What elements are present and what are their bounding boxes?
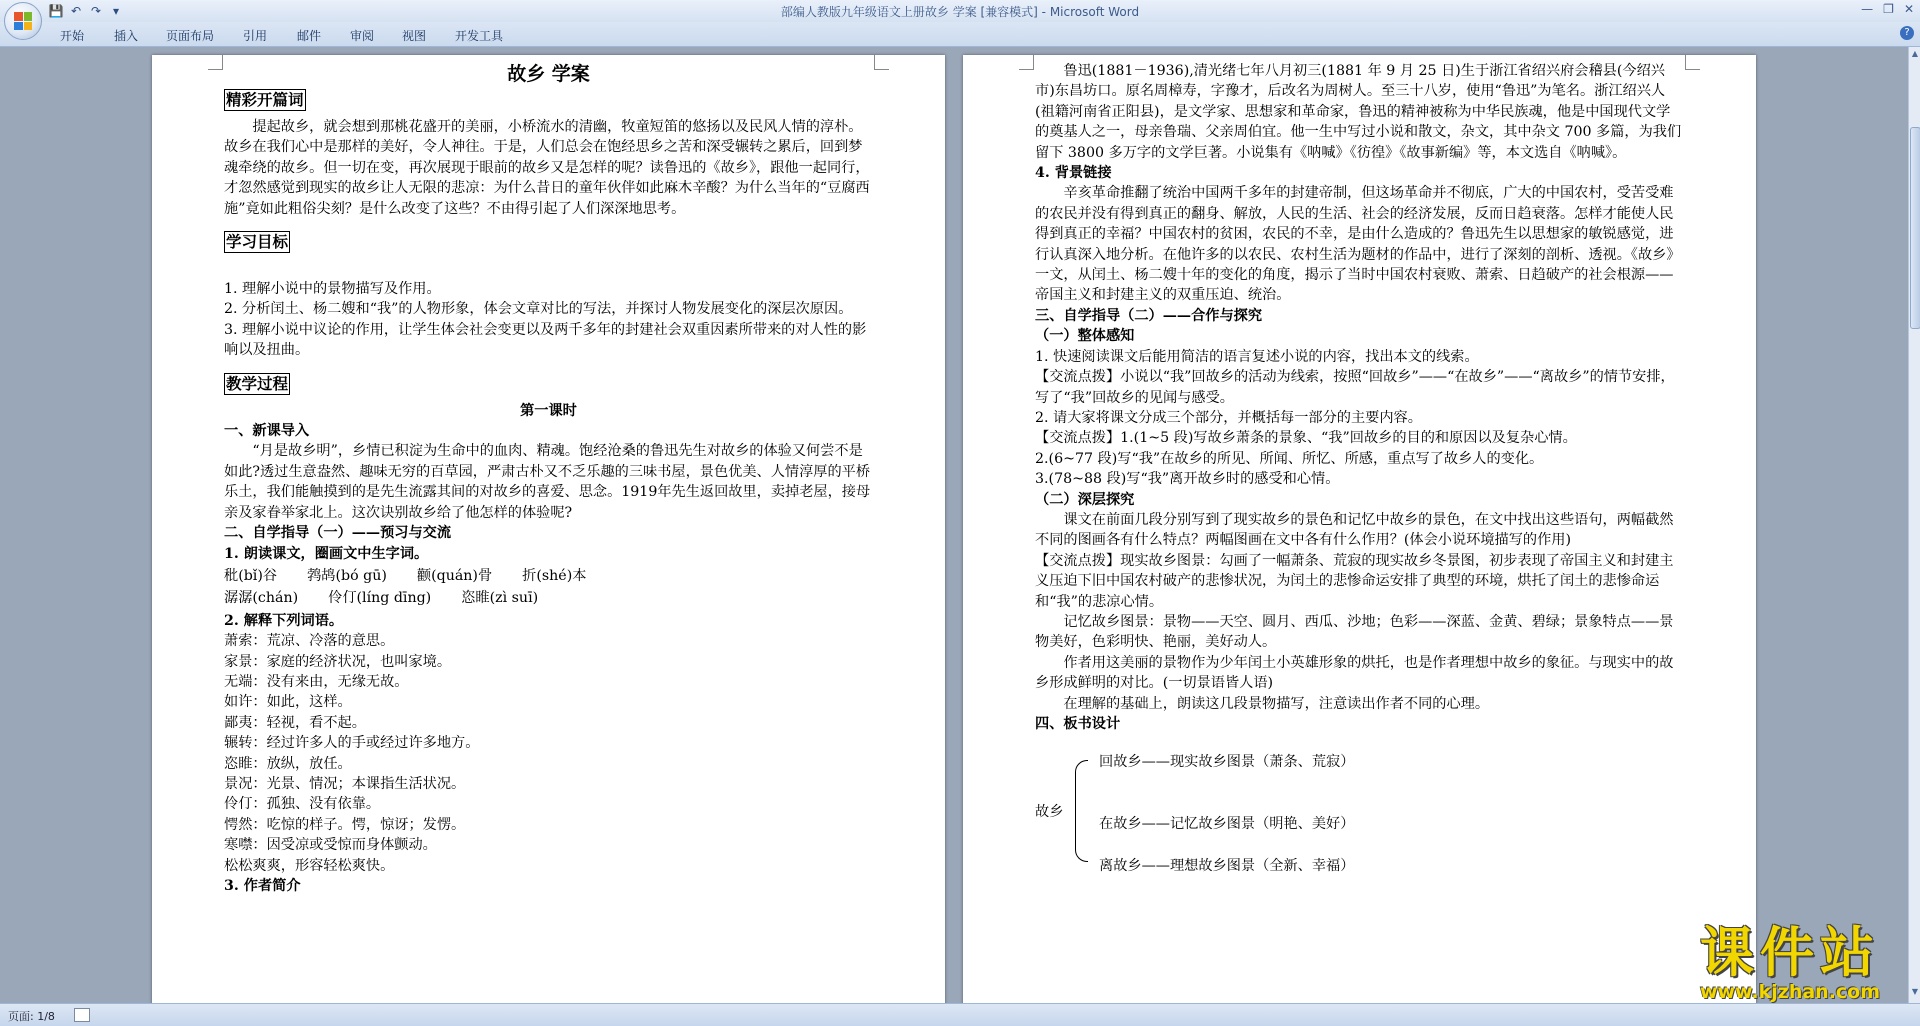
watermark-text: 课件站 bbox=[1700, 921, 1880, 984]
memory-paragraph: 记忆故乡图景：景物——天空、圆月、西瓜、沙地；色彩——深蓝、金黄、碧绿；景象特点——景物美好，色彩明快、艳丽，美好动人。 bbox=[1035, 613, 1674, 651]
office-button[interactable] bbox=[4, 2, 42, 40]
subsection-heading: （一）整体感知 bbox=[1035, 328, 1135, 345]
document-area bbox=[0, 47, 1908, 1003]
answer-item: 【交流点拨】小说以“我”回故乡的活动为线索，按照“回故乡”——“在故乡”——“离故乡”的情节安排，写了“我”回故乡的见闻与感受。 bbox=[1035, 369, 1675, 406]
board-branch: 离故乡——理想故乡图景（全新、幸福） bbox=[1099, 858, 1355, 875]
maximize-button[interactable]: ❐ bbox=[1883, 2, 1894, 16]
tab-references[interactable]: 引用 bbox=[243, 29, 268, 43]
tab-mailings[interactable]: 邮件 bbox=[297, 29, 322, 43]
answer-item: 【交流点拨】1.(1~5 段)写故乡萧条的景象、“我”回故乡的目的和原因以及复杂心情。 bbox=[1035, 430, 1577, 447]
vocab-item: 折(shé)本 bbox=[522, 567, 587, 584]
word-definition: 愕然：吃惊的样子。愕，惊讶；发愣。 bbox=[224, 816, 466, 833]
save-icon[interactable]: 💾 bbox=[48, 4, 64, 18]
empty-paragraph bbox=[224, 259, 873, 279]
close-button[interactable]: ✕ bbox=[1903, 2, 1914, 16]
subsection-heading: 4. 背景链接 bbox=[1035, 165, 1112, 182]
section-heading: 二、自学指导（一）——预习与交流 bbox=[224, 525, 452, 542]
vertical-scrollbar[interactable] bbox=[1908, 47, 1920, 1003]
word-definition: 恣睢：放纵，放任。 bbox=[224, 755, 352, 772]
scrollbar-thumb[interactable] bbox=[1910, 127, 1920, 329]
word-definition: 无端：没有来由，无缘无故。 bbox=[224, 673, 409, 690]
title-bar bbox=[0, 0, 1920, 22]
window-title: 部编人教版九年级语文上册故乡 学案 [兼容模式] - Microsoft Word bbox=[780, 5, 1140, 19]
heading-process: 教学过程 bbox=[226, 373, 289, 393]
goal-item: 2. 分析闰土、杨二嫂和“我”的人物形象，体会文章对比的写法，并探讨人物发展变化的深层次原因。 bbox=[224, 301, 853, 318]
subsection-heading: 3. 作者简介 bbox=[224, 878, 301, 894]
tab-home[interactable]: 开始 bbox=[60, 29, 85, 43]
background-paragraph: 辛亥革命推翻了统治中国两千多年的封建帝制，但这场革命并不彻底，广大的中国农村，受苦受难的农民并没有得到真正的翻身、解放，人民的生活、社会的经济发展，反而日趋衰落。怎样才能使人民得到真正的幸福？中国农村的贫困，农民的不幸，是由什么造成的？鲁迅先生以思想家的敏锐感觉，进行认真深入地分析。在他许多的以农民、农村生活为题材的作品中，进行了深刻的剖析、透视。《故乡》一文，从闰土、杨二嫂十年的变化的角度，揭示了当时中国农村衰败、萧索、日趋破产的社会根源——帝国主义和封建主义的双重压迫、统治。 bbox=[1035, 185, 1681, 304]
subsection-heading: 1. 朗读课文，圈画文中生字词。 bbox=[224, 545, 429, 562]
watermark-url: www.kjzhan.com bbox=[1699, 981, 1881, 1003]
intro-lesson-paragraph: “月是故乡明”，乡情已积淀为生命中的血肉、精魂。饱经沧桑的鲁迅先生对故乡的体验又何尝不是如此?透过生意盎然、趣味无穷的百草园，严肃古朴又不乏乐趣的三味书屋，景色优美、人情淳厚的平桥乐土，我们能触摸到的是先生流露其间的对故乡的喜爱、思念。1919年先生返回故里，卖掉老屋，接母亲及家眷举家北上。这次诀别故乡给了他怎样的体验呢? bbox=[224, 443, 871, 521]
vocab-item: 伶仃(líng dīng) bbox=[328, 590, 432, 607]
margin-corner-mark bbox=[874, 55, 889, 70]
section-heading: 一、新课导入 bbox=[224, 423, 310, 440]
heading-intro: 精彩开篇词 bbox=[226, 90, 304, 109]
customize-qat-icon[interactable]: ▾ bbox=[112, 4, 120, 18]
answer-item: 【交流点拨】现实故乡图景：勾画了一幅萧条、荒寂的现实故乡冬景图，初步表现了帝国主义和封建主义压迫下旧中国农村破产的悲惨状况，为闰土的悲惨命运安排了典型的环境，烘托了闰土的悲惨命运和“我”的悲凉心情。 bbox=[1035, 552, 1674, 610]
document-page-2[interactable] bbox=[963, 55, 1756, 1003]
word-definition: 辗转：经过许多人的手或经过许多地方。 bbox=[224, 735, 480, 752]
status-bar bbox=[0, 1003, 1920, 1026]
help-icon[interactable]: ? bbox=[1900, 26, 1914, 40]
window-controls bbox=[1861, 2, 1914, 16]
word-definition: 鄙夷：轻视，看不起。 bbox=[224, 714, 366, 731]
page-2-content bbox=[1035, 61, 1684, 902]
intro-paragraph: 提起故乡，就会想到那桃花盛开的美丽，小桥流水的清幽，牧童短笛的悠扬以及民风人情的淳朴。故乡在我们心中是那样的美好，令人神往。于是，人们总会在饱经思乡之苦和深受辗转之累后，回到梦魂牵绕的故乡。但一切在变，再次展现于眼前的故乡又是怎样的呢？读鲁迅的《故乡》，跟他一起同行，才忽然感觉到现实的故乡让人无限的悲凉：为什么昔日的童年伙伴如此麻木辛酸？为什么当年的“豆腐西施”竟如此粗俗尖刻？是什么改变了这些？不由得引起了人们深深地思考。 bbox=[224, 119, 870, 217]
vocab-item: 恣睢(zì suī) bbox=[461, 590, 539, 607]
goal-item: 3. 理解小说中议论的作用，让学生体会社会变更以及两千多年的封建社会双重因素所带来的对人性的影响以及扭曲。 bbox=[224, 321, 867, 359]
reading-paragraph: 在理解的基础上，朗读这几段景物描写，注意读出作者不同的心理。 bbox=[1063, 695, 1490, 712]
board-root-label: 故乡 bbox=[1035, 804, 1064, 821]
word-definition: 寒噤：因受凉或受惊而身体颤动。 bbox=[224, 837, 437, 854]
minimize-button[interactable]: — bbox=[1861, 2, 1874, 16]
brace-icon bbox=[1075, 760, 1088, 862]
tab-developer[interactable]: 开发工具 bbox=[455, 29, 504, 43]
page-count[interactable]: 页面: 1/8 bbox=[8, 1010, 55, 1023]
word-definition: 如许：如此，这样。 bbox=[224, 694, 352, 711]
page-1-content bbox=[224, 61, 873, 896]
tab-review[interactable]: 审阅 bbox=[350, 29, 375, 43]
tab-insert[interactable]: 插入 bbox=[114, 29, 139, 43]
section-heading: 三、自学指导（二）——合作与探究 bbox=[1035, 307, 1263, 324]
goal-item: 1. 理解小说中的景物描写及作用。 bbox=[224, 281, 441, 298]
author-use-paragraph: 作者用这美丽的景物作为少年闰土小英雄形象的烘托，也是作者理想中故乡的象征。与现实中的故乡形成鲜明的对比。(一切景语皆人语) bbox=[1035, 654, 1674, 692]
subsection-heading: 2. 解释下列词语。 bbox=[224, 612, 344, 629]
author-bio: 鲁迅(1881－1936),清光绪七年八月初三(1881 年 9 月 25 日)生于浙江省绍兴府会稽县(今绍兴市)东昌坊口。原名周樟寿，字豫才，后改名为周树人。至三十八岁，使用“鲁迅”为笔名。浙江绍兴人(祖籍河南省正阳县)，是文学家、思想家和革命家，鲁迅的精神被称为中华民族魂，他是中国现代文学的奠基人之一，母亲鲁瑞、父亲周伯宜。他一生中写过小说和散文，杂文，其中杂文 700 多篇，为我们留下 3800 多万字的文学巨著。小说集有《呐喊》《彷徨》《故事新编》等，本文选自《呐喊》。 bbox=[1035, 63, 1682, 161]
document-title: 故乡 学案 bbox=[507, 63, 590, 85]
site-watermark bbox=[1672, 921, 1908, 1003]
vocab-item: 鹁鸪(bó gū) bbox=[307, 567, 387, 584]
undo-icon[interactable]: ↶ bbox=[70, 4, 82, 18]
word-definition: 家景：家庭的经济状况，也叫家境。 bbox=[224, 653, 452, 670]
board-branch: 在故乡——记忆故乡图景（明艳、美好） bbox=[1099, 816, 1355, 833]
scroll-up-arrow-icon[interactable]: ▲ bbox=[1911, 49, 1919, 58]
vocab-item: 颧(quán)骨 bbox=[416, 567, 493, 584]
redo-icon[interactable]: ↷ bbox=[90, 4, 102, 18]
heading-goals: 学习目标 bbox=[226, 232, 289, 252]
deep-question: 课文在前面几段分别写到了现实故乡的景色和记忆中故乡的景色，在文中找出这些语句，两幅截然不同的图画各有什么特点？两幅图画在文中各有什么作用？(体会小说环境描写的作用) bbox=[1035, 511, 1674, 549]
board-design-diagram bbox=[1035, 752, 1684, 902]
office-logo-icon bbox=[14, 12, 32, 30]
answer-item: 3.(78~88 段)写“我”离开故乡时的感受和心情。 bbox=[1035, 471, 1340, 488]
margin-corner-mark bbox=[1685, 55, 1700, 70]
margin-corner-mark bbox=[1019, 55, 1034, 70]
margin-corner-mark bbox=[208, 55, 223, 70]
tab-view[interactable]: 视图 bbox=[402, 29, 427, 43]
board-branch: 回故乡——现实故乡图景（萧条、荒寂） bbox=[1099, 754, 1355, 771]
section-heading: 四、板书设计 bbox=[1035, 716, 1121, 732]
question-item: 1. 快速阅读课文后能用简洁的语言复述小说的内容，找出本文的线索。 bbox=[1035, 348, 1479, 365]
word-definition: 松松爽爽，形容轻松爽快。 bbox=[224, 857, 395, 874]
word-definition: 萧索：荒凉、冷落的意思。 bbox=[224, 633, 395, 650]
vocab-item: 潺潺(chán) bbox=[224, 590, 299, 607]
scroll-down-arrow-icon[interactable]: ▼ bbox=[1911, 987, 1919, 996]
ribbon-tabs bbox=[0, 22, 1920, 47]
word-definition: 景况：光景、情况；本课指生活状况。 bbox=[224, 775, 466, 792]
tab-page-layout[interactable]: 页面布局 bbox=[166, 29, 215, 43]
subsection-heading: （二）深层探究 bbox=[1035, 491, 1135, 508]
vocab-row bbox=[224, 588, 873, 608]
word-definition: 伶仃：孤独、没有依靠。 bbox=[224, 796, 381, 813]
document-page-1[interactable] bbox=[152, 55, 945, 1003]
answer-item: 2.(6~77 段)写“我”在故乡的所见、所闻、所忆、所感，重点写了故乡人的变化。 bbox=[1035, 450, 1544, 467]
vocab-item: 秕(bǐ)谷 bbox=[224, 567, 278, 584]
question-item: 2. 请大家将课文分成三个部分，并概括每一部分的主要内容。 bbox=[1035, 409, 1422, 426]
proofing-icon[interactable] bbox=[74, 1008, 90, 1022]
vocab-row bbox=[224, 566, 873, 586]
lesson-one-heading: 第一课时 bbox=[520, 402, 577, 419]
